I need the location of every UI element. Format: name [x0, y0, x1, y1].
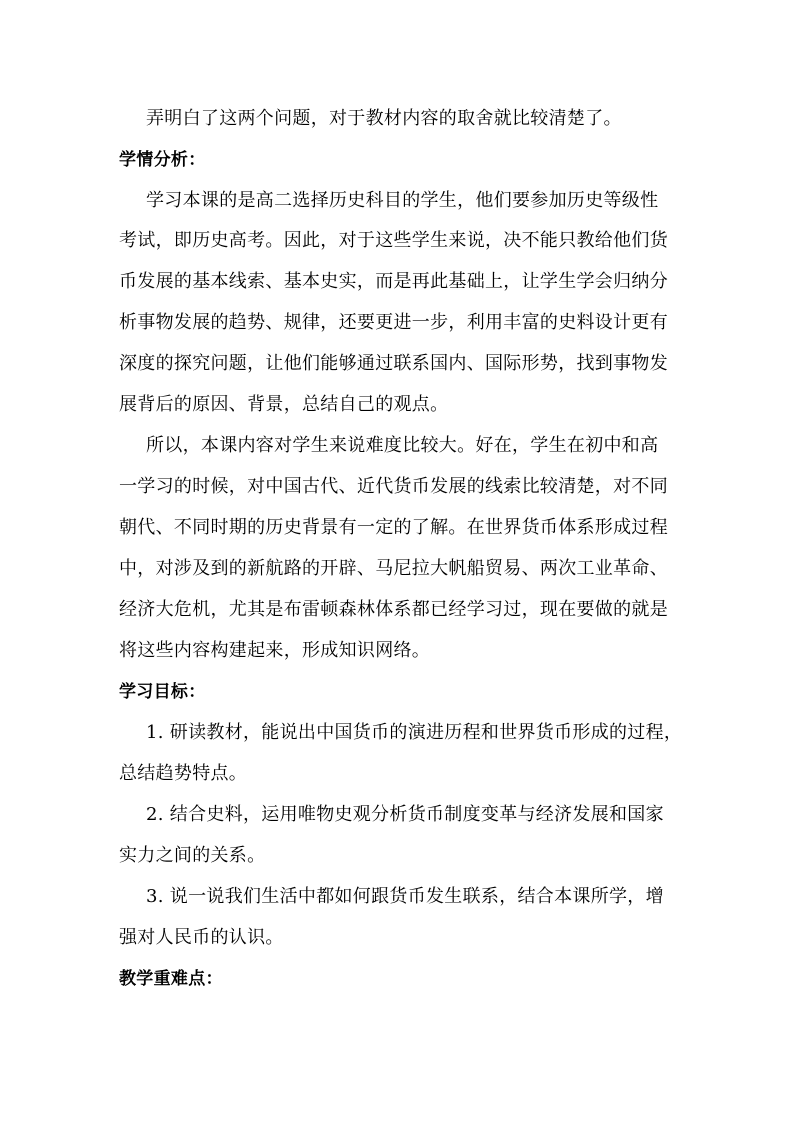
objective-line: 3. 说一说我们生活中都如何跟货币发生联系，结合本课所学，增 — [146, 886, 664, 907]
paragraph-line: 析事物发展的趋势、规律，还要更进一步，利用丰富的史料设计更有 — [119, 312, 668, 333]
paragraph-line: 弄明白了这两个问题，对于教材内容的取舍就比较清楚了。 — [146, 108, 622, 129]
paragraph-line: 经济大危机，尤其是布雷顿森林体系都已经学习过，现在要做的就是 — [119, 599, 668, 620]
objective-line: 实力之间的关系。 — [119, 845, 266, 866]
section-heading-key-difficulties: 教学重难点： — [119, 969, 223, 989]
paragraph-line: 考试，即历史高考。因此，对于这些学生来说，决不能只教给他们货 — [119, 230, 668, 251]
paragraph-line: 所以，本课内容对学生来说难度比较大。好在，学生在初中和高 — [146, 435, 659, 456]
objective-line: 总结趋势特点。 — [119, 763, 248, 784]
objective-line: 强对人民币的认识。 — [119, 927, 284, 948]
objective-line: 1. 研读教材，能说出中国货币的演进历程和世界货币形成的过程， — [146, 722, 683, 743]
paragraph-line: 一学习的时候，对中国古代、近代货币发展的线索比较清楚，对不同 — [119, 476, 668, 497]
paragraph-line: 中，对涉及到的新航路的开辟、马尼拉大帆船贸易、两次工业革命、 — [119, 558, 668, 579]
section-heading-learning-objectives: 学习目标： — [119, 682, 206, 702]
paragraph-line: 将这些内容构建起来，形成知识网络。 — [119, 640, 431, 661]
objective-line: 2. 结合史料，运用唯物史观分析货币制度变革与经济发展和国家 — [146, 804, 664, 825]
paragraph-line: 深度的探究问题，让他们能够通过联系国内、国际形势，找到事物发 — [119, 353, 668, 374]
paragraph-line: 币发展的基本线索、基本史实，而是再此基础上，让学生学会归纳分 — [119, 271, 668, 292]
section-heading-learner-analysis: 学情分析： — [119, 150, 206, 170]
paragraph-line: 展背后的原因、背景，总结自己的观点。 — [119, 394, 449, 415]
paragraph-line: 朝代、不同时期的历史背景有一定的了解。在世界货币体系形成过程 — [119, 517, 668, 538]
paragraph-line: 学习本课的是高二选择历史科目的学生，他们要参加历史等级性 — [146, 190, 659, 211]
